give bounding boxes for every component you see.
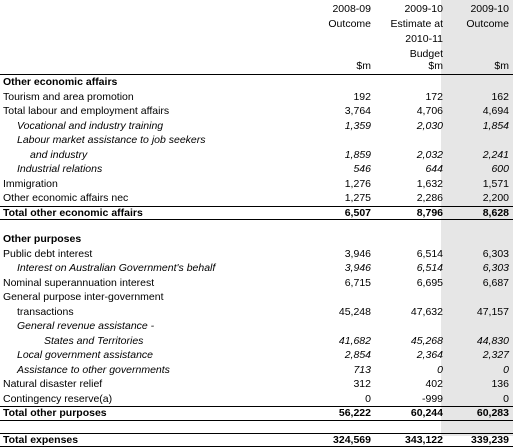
header-line: 2009-10 (439, 2, 509, 17)
table-row (0, 319, 513, 334)
header-line: Outcome (439, 17, 509, 32)
cell-value: 1,276 (301, 177, 371, 192)
table-row (0, 348, 513, 363)
table-row (0, 392, 513, 407)
cell-value: 6,303 (439, 247, 509, 262)
cell-value: 1,275 (301, 191, 371, 206)
table-row (0, 177, 513, 192)
cell-value: 162 (439, 90, 509, 105)
cell-value: 0 (439, 392, 509, 407)
cell-value: 6,303 (439, 261, 509, 276)
total-row (0, 206, 513, 221)
cell-value: 713 (301, 363, 371, 378)
row-label: Immigration (3, 177, 58, 192)
row-label: Total other economic affairs (3, 206, 143, 221)
cell-value: 6,514 (373, 261, 443, 276)
header-unit: $m (301, 59, 371, 74)
table-row (0, 305, 513, 320)
header-line: 2008-09 (301, 2, 371, 17)
row-label: Industrial relations (17, 162, 102, 177)
cell-value: 47,157 (439, 305, 509, 320)
section-heading-row (0, 232, 513, 247)
total-row (0, 433, 513, 447)
header-unit: $m (439, 59, 509, 74)
cell-value: 6,695 (373, 276, 443, 291)
header-line: Budget (373, 47, 443, 62)
cell-value: 3,946 (301, 247, 371, 262)
cell-value: 0 (373, 363, 443, 378)
table-row (0, 90, 513, 105)
table-row (0, 377, 513, 392)
header-line: 2009-10 (373, 2, 443, 17)
table-row (0, 119, 513, 134)
cell-value: 8,628 (439, 206, 509, 221)
table-row (0, 247, 513, 262)
table-row (0, 148, 513, 163)
cell-value: 44,830 (439, 334, 509, 349)
cell-value: 402 (373, 377, 443, 392)
cell-value: 2,200 (439, 191, 509, 206)
cell-value: 6,715 (301, 276, 371, 291)
header-line (439, 32, 509, 47)
table-row (0, 162, 513, 177)
cell-value: 1,632 (373, 177, 443, 192)
table-row (0, 191, 513, 206)
cell-value: 2,327 (439, 348, 509, 363)
row-label: States and Territories (44, 334, 143, 349)
header-line: Outcome (301, 17, 371, 32)
row-label: General purpose inter-government (3, 290, 164, 305)
table-row (0, 276, 513, 291)
cell-value: 3,946 (301, 261, 371, 276)
cell-value: 339,239 (439, 433, 509, 447)
row-label: Natural disaster relief (3, 377, 102, 392)
cell-value: -999 (373, 392, 443, 407)
header-line (301, 32, 371, 47)
table-row (0, 334, 513, 349)
cell-value: 2,286 (373, 191, 443, 206)
row-label: Interest on Australian Government's behalf (17, 261, 215, 276)
cell-value: 2,032 (373, 148, 443, 163)
row-label: Nominal superannuation interest (3, 276, 154, 291)
row-label: Local government assistance (17, 348, 153, 363)
cell-value: 2,241 (439, 148, 509, 163)
cell-value: 2,854 (301, 348, 371, 363)
cell-value: 192 (301, 90, 371, 105)
row-label: Contingency reserve(a) (3, 392, 112, 407)
header-col-2008-09-outcome (301, 2, 371, 62)
row-label: Public debt interest (3, 247, 92, 262)
cell-value: 172 (373, 90, 443, 105)
table-row (0, 363, 513, 378)
row-label: and industry (30, 148, 87, 163)
spacer-row (0, 220, 513, 232)
header-line: 2010-11 (373, 32, 443, 47)
cell-value: 1,571 (439, 177, 509, 192)
cell-value: 4,694 (439, 104, 509, 119)
cell-value: 45,268 (373, 334, 443, 349)
cell-value: 0 (301, 392, 371, 407)
header-unit: $m (373, 59, 443, 74)
row-label: Total labour and employment affairs (3, 104, 169, 119)
total-row (0, 406, 513, 421)
header-col-2009-10-outcome (439, 2, 509, 62)
cell-value: 4,706 (373, 104, 443, 119)
cell-value: 136 (439, 377, 509, 392)
header-line: Estimate at (373, 17, 443, 32)
row-label: Tourism and area promotion (3, 90, 134, 105)
cell-value: 6,507 (301, 206, 371, 221)
cell-value: 2,030 (373, 119, 443, 134)
table-body (0, 75, 513, 447)
cell-value: 3,764 (301, 104, 371, 119)
cell-value: 644 (373, 162, 443, 177)
cell-value: 6,687 (439, 276, 509, 291)
row-label: General revenue assistance - (17, 319, 154, 334)
cell-value: 546 (301, 162, 371, 177)
table-row (0, 133, 513, 148)
header-col-2009-10-estimate (373, 2, 443, 62)
cell-value: 47,632 (373, 305, 443, 320)
row-label: Total expenses (3, 433, 78, 447)
spacer-row (0, 421, 513, 433)
cell-value: 41,682 (301, 334, 371, 349)
cell-value: 343,122 (373, 433, 443, 447)
row-label: Assistance to other governments (17, 363, 170, 378)
cell-value: 312 (301, 377, 371, 392)
cell-value: 6,514 (373, 247, 443, 262)
row-label: transactions (17, 305, 74, 320)
cell-value: 56,222 (301, 406, 371, 421)
cell-value: 1,359 (301, 119, 371, 134)
cell-value: 600 (439, 162, 509, 177)
table-row (0, 290, 513, 305)
cell-value: 1,859 (301, 148, 371, 163)
cell-value: 1,854 (439, 119, 509, 134)
row-label: Total other purposes (3, 406, 107, 421)
table-row (0, 104, 513, 119)
row-label: Other purposes (3, 232, 81, 247)
section-heading-row (0, 75, 513, 90)
cell-value: 8,796 (373, 206, 443, 221)
table-header (0, 0, 513, 74)
cell-value: 0 (439, 363, 509, 378)
cell-value: 45,248 (301, 305, 371, 320)
cell-value: 60,283 (439, 406, 509, 421)
table-row (0, 261, 513, 276)
row-label: Labour market assistance to job seekers (17, 133, 206, 148)
row-label: Other economic affairs nec (3, 191, 128, 206)
row-label: Vocational and industry training (17, 119, 163, 134)
cell-value: 2,364 (373, 348, 443, 363)
cell-value: 324,569 (301, 433, 371, 447)
cell-value: 60,244 (373, 406, 443, 421)
row-label: Other economic affairs (3, 75, 117, 90)
